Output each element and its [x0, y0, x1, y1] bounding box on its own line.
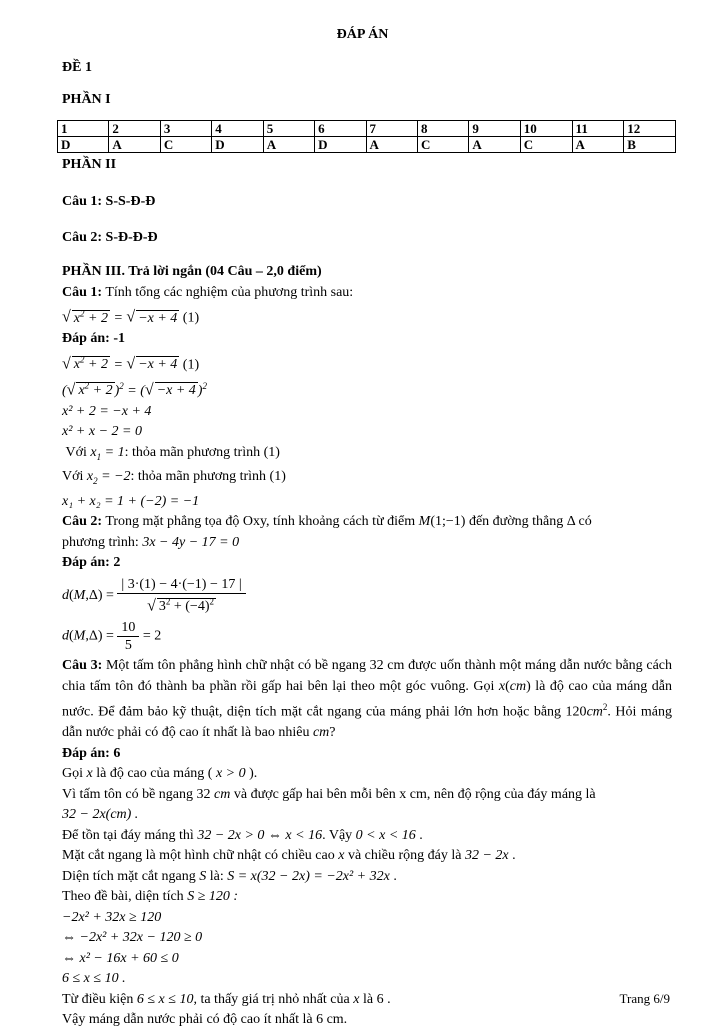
- phan2-cau-1: Câu 1: S-S-Đ-Đ: [62, 194, 156, 209]
- q3-step-8: −2x² + 32x ≥ 120: [62, 909, 162, 925]
- section-phan-2: PHẦN II: [62, 157, 117, 172]
- q1-equation: √ $x^2 + 2$ = √ −x + 4 (1): [62, 308, 200, 326]
- answer-table-answer-cell: D: [58, 137, 109, 153]
- q1-step-1: √ $x^2 + 2$ = √ −x + 4 (1): [62, 354, 200, 373]
- q3-step-6: Diện tích mặt cắt ngang S là: S = x(32 − 2x) = −2x² + 32x .: [62, 868, 397, 884]
- answer-table-number-cell: 6: [315, 121, 366, 137]
- section-phan-1: PHẦN I: [62, 92, 111, 107]
- answer-table-number-row: [58, 121, 676, 137]
- q3-step-1: Gọi x là độ cao của máng ( x > 0 ).: [62, 766, 258, 782]
- page-title: ĐÁP ÁN: [336, 27, 389, 42]
- q3-step-3: 32 − 2x(cm) .: [62, 807, 139, 823]
- q2-step-1: d(M,Δ) = $\frac{| 3\cdot(1) - 4\cdot(-1) - 17 |}{√ 3^2 + (-4)^2}$: [62, 576, 672, 616]
- answer-table-answer-cell: B: [624, 137, 676, 153]
- answer-table: [57, 120, 676, 153]
- q2-answer: Đáp án: 2: [62, 555, 121, 571]
- answer-table-answer-cell: A: [469, 137, 520, 153]
- section-de: ĐỀ 1: [62, 60, 92, 75]
- answer-table-number-cell: 3: [160, 121, 211, 137]
- section-phan-3: PHẦN III. Trả lời ngắn (04 Câu – 2,0 điểm): [62, 264, 322, 279]
- phan2-cau-2: Câu 2: S-Đ-Đ-Đ: [62, 230, 158, 245]
- answer-table-number-cell: 4: [212, 121, 263, 137]
- q1-step-6: Với $x_2 = -2$: thỏa mãn phương trình (1): [62, 469, 286, 487]
- q1-step-4: x² + x − 2 = 0: [62, 424, 142, 440]
- q1-step-7: x₁ + x₂ = 1 + (−2) = −1: [62, 493, 200, 509]
- answer-table-number-cell: 1: [58, 121, 109, 137]
- q2-prompt: Câu 2: Trong mặt phẳng tọa độ Oxy, tính khoảng cách từ điểm M(1;−1) đến đường thẳng Δ có: [62, 514, 592, 530]
- answer-table-number-cell: 2: [109, 121, 160, 137]
- answer-table-answer-cell: A: [572, 137, 624, 153]
- phan3-content: [62, 262, 672, 1031]
- q2-prompt-2: phương trình: 3x − 4y − 17 = 0: [62, 534, 240, 550]
- page-number: Trang 6/9: [619, 991, 670, 1006]
- q3-answer: Đáp án: 6: [62, 745, 121, 761]
- q3-step-10: ⇔ x² − 16x + 60 ≤ 0: [62, 950, 179, 966]
- q3-prompt: Câu 3: Một tấm tôn phẳng hình chữ nhật có bề ngang 32 cm được uốn thành một máng dẫn nước bằng cách chia tấm tôn đó thành ba phần rồi gấp hai bên lại theo một góc vuông. Gọi x(cm) là độ cao của máng dẫn nước. Để đảm bảo kỹ thuật, diện tích mặt cắt ngang của máng phải lớn hơn hoặc bằng $120cm^2$. Hỏi máng dẫn nước phải có độ cao ít nhất là bao nhiêu cm?: [62, 658, 673, 741]
- q3-step-7: Theo đề bài, diện tích S ≥ 120 :: [62, 889, 239, 905]
- answer-table-number-cell: 9: [469, 121, 520, 137]
- answer-table-answer-cell: A: [109, 137, 160, 153]
- q3-step-2: Vì tấm tôn có bề ngang 32 cm và được gấp hai bên mỗi bên x cm, nên độ rộng của đáy máng là: [62, 786, 596, 802]
- q2-step-2: d(M,Δ) = $\frac{10}{5}$ = 2: [62, 620, 162, 654]
- q3-step-13: Vậy máng dẫn nước phải có độ cao ít nhất là 6 cm.: [62, 1012, 348, 1028]
- q3-step-11: 6 ≤ x ≤ 10 .: [62, 971, 126, 987]
- answer-table-number-cell: 10: [520, 121, 572, 137]
- q1-step-3: x² + 2 = −x + 4: [62, 403, 152, 419]
- answer-table-answer-cell: C: [417, 137, 468, 153]
- q1-step-2: (√ $x^2 + 2$ )$^2$ = (√ −x + 4 )$^2$: [62, 380, 207, 399]
- answer-table-number-cell: 5: [263, 121, 314, 137]
- answer-table-number-cell: 7: [366, 121, 417, 137]
- answer-table-answer-row: [58, 137, 676, 153]
- answer-table-answer-cell: A: [366, 137, 417, 153]
- answer-table-answer-cell: D: [212, 137, 263, 153]
- q1-step-5: Với $x_1 = 1$: thỏa mãn phương trình (1): [65, 444, 280, 462]
- answer-table-answer-cell: C: [520, 137, 572, 153]
- q3-step-4: Để tồn tại đáy máng thì 32 − 2x > 0 ⇔ x < 16. Vậy 0 < x < 16 .: [62, 827, 423, 843]
- q3-step-5: Mặt cắt ngang là một hình chữ nhật có chiều cao x và chiều rộng đáy là 32 − 2x .: [62, 848, 516, 864]
- q1-prompt: Câu 1: Tính tổng các nghiệm của phương trình sau:: [62, 284, 354, 300]
- answer-table-number-cell: 12: [624, 121, 676, 137]
- answer-table-answer-cell: A: [263, 137, 314, 153]
- q3-step-9: ⇔ −2x² + 32x − 120 ≥ 0: [62, 930, 203, 946]
- q3-step-12: Từ điều kiện 6 ≤ x ≤ 10, ta thấy giá trị nhỏ nhất của x là 6 .: [62, 991, 391, 1007]
- answer-table-number-cell: 8: [417, 121, 468, 137]
- answer-table-answer-cell: C: [160, 137, 211, 153]
- answer-table-answer-cell: D: [315, 137, 366, 153]
- q1-answer: Đáp án: -1: [62, 331, 126, 347]
- answer-table-number-cell: 11: [572, 121, 624, 137]
